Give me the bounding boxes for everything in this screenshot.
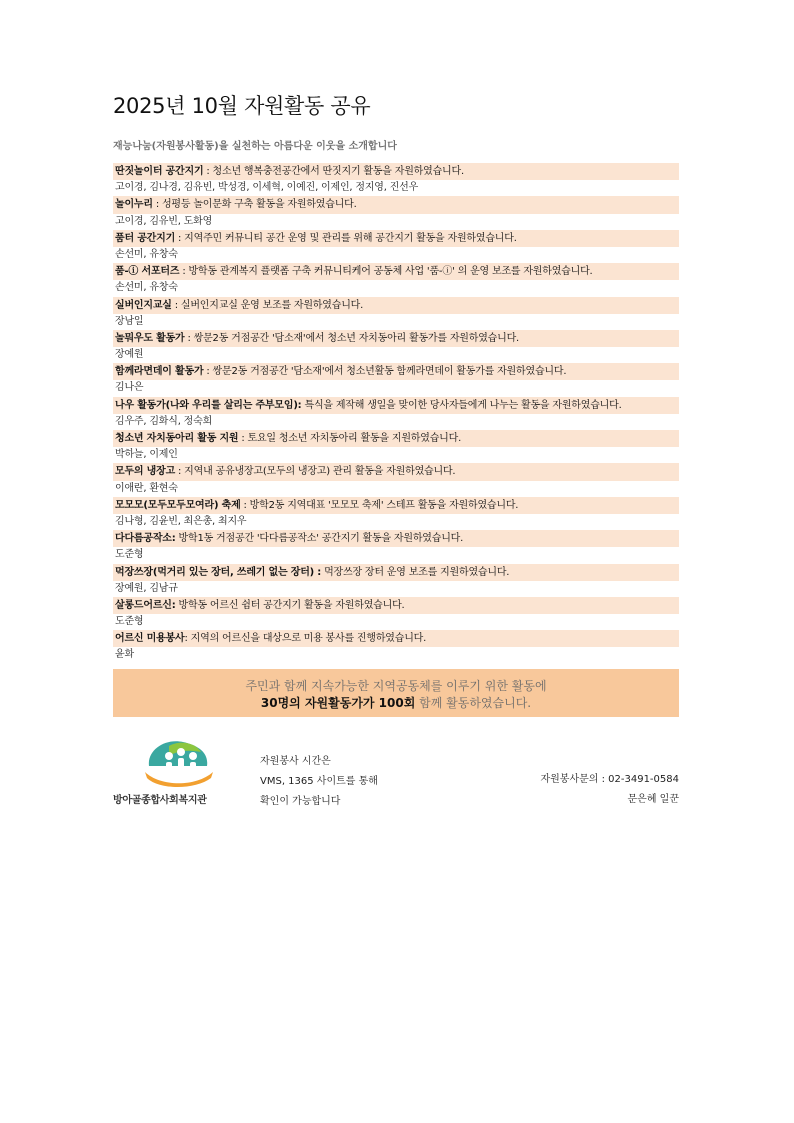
- activity-name: 모모모(모두모두모여라) 축제: [115, 499, 241, 511]
- activity-row: [113, 330, 679, 347]
- activity-volunteers: 고이경, 김나경, 김유빈, 박성경, 이세혁, 이예진, 이제인, 정지영, 진선우: [115, 182, 419, 194]
- activity-volunteers: 장예원: [115, 349, 144, 361]
- activity-row: [113, 497, 679, 514]
- activity-name: 어르신 미용봉사: [115, 633, 185, 645]
- activity-volunteers: 고이경, 김유빈, 도화영: [115, 215, 213, 227]
- activity-volunteers: 도준형: [115, 549, 144, 561]
- activity-description: : 실버인지교실 운영 보조를 자원하였습니다.: [171, 299, 364, 311]
- activity-row: [113, 630, 679, 647]
- contact-phone: 자원봉사문의 : 02-3491-0584: [540, 774, 679, 785]
- activity-volunteers: 이애란, 환현숙: [115, 482, 178, 494]
- activity-row: [113, 530, 679, 547]
- activity-name: 모두의 냉장고: [115, 466, 176, 478]
- activity-name: 나우 활동가(나와 우리를 살리는 주부모임):: [115, 399, 302, 411]
- activity-row: [113, 230, 679, 247]
- summary-highlight: 30명의 자원활동가가 100회: [260, 696, 416, 710]
- activity-description: : 쌍문2동 거점공간 '담소재'에서 청소년활동 함께라면데이 활동가를 자원하였습니다.: [203, 366, 567, 378]
- activity-name: 다다름공작소:: [115, 533, 176, 545]
- activity-volunteers: 손선미, 유창숙: [115, 248, 178, 260]
- info-line-1: 자원봉사 시간은: [260, 756, 331, 767]
- activity-name: 놀뭐우도 활동가: [115, 332, 185, 344]
- info-line-3: 확인이 가능합니다: [260, 796, 341, 807]
- activity-name: 딴짓놀이터 공간지기: [115, 166, 204, 177]
- activity-name: 청소년 자치동아리 활동 지원: [115, 433, 239, 444]
- activity-description: 방학동 어르신 쉼터 공간지기 활동을 자원하였습니다.: [175, 599, 405, 611]
- summary-line-1: 주민과 함께 지속가능한 지역공동체를 이루기 위한 활동에: [245, 679, 547, 693]
- activity-description: 특식을 제작해 생일을 맞이한 당사자들에게 나누는 활동을 자원하였습니다.: [301, 399, 622, 411]
- activity-name: 실버인지교실: [115, 299, 172, 311]
- contact-person: 문은혜 일꾼: [627, 794, 679, 805]
- activity-row: [113, 430, 679, 447]
- activity-row: [113, 297, 679, 314]
- activity-row: [113, 597, 679, 614]
- activity-row: [113, 163, 679, 180]
- activity-row: [113, 196, 679, 213]
- activity-list: [113, 163, 679, 664]
- activity-description: : 지역주민 커뮤니티 공간 운영 및 관리를 위해 공간지기 활동을 자원하였습니다.: [175, 232, 517, 244]
- activity-description: 방학1동 거점공간 '다다름공작소' 공간지기 활동을 자원하였습니다.: [175, 533, 464, 545]
- activity-row: [113, 463, 679, 480]
- activity-volunteers: 손선미, 유창숙: [115, 282, 178, 294]
- activity-volunteers: 김우주, 김화식, 정숙희: [115, 415, 213, 427]
- activity-name: 품-ⓘ 서포터즈: [115, 266, 180, 278]
- org-name: 방아골종합사회복지관: [113, 795, 207, 806]
- activity-description: : 쌍문2동 거점공간 '담소재'에서 청소년 자치동아리 활동가를 자원하였습니다.: [184, 332, 520, 344]
- activity-volunteers: 윤화: [115, 649, 134, 661]
- activity-row: [113, 397, 679, 414]
- community-people-logo-icon: [139, 736, 221, 788]
- activity-description: 먹장쓰장 장터 운영 보조를 지원하였습니다.: [321, 566, 510, 578]
- activity-description: : 지역내 공유냉장고(모두의 냉장고) 관리 활동을 자원하였습니다.: [175, 466, 456, 478]
- activity-description: : 방학2동 지역대표 '모모모 축제' 스테프 활동을 자원하였습니다.: [240, 499, 519, 511]
- activity-volunteers: 장예원, 김남규: [115, 582, 178, 594]
- activity-name: 살롱드어르신:: [115, 599, 176, 611]
- page-subtitle: 재능나눔(자원봉사활동)을 실천하는 아름다운 이웃을 소개합니다: [113, 141, 397, 152]
- activity-name: 놀이누리: [115, 199, 153, 211]
- activity-volunteers: 도준형: [115, 616, 144, 628]
- activity-description: : 토요일 청소년 자치동아리 활동을 지원하였습니다.: [238, 433, 462, 444]
- activity-row: [113, 564, 679, 581]
- activity-volunteers: 박하늘, 이제인: [115, 449, 178, 461]
- activity-volunteers: 김나은: [115, 382, 144, 394]
- activity-description: : 성평등 놀이문화 구축 활동을 자원하였습니다.: [152, 199, 357, 211]
- activity-name: 함께라면데이 활동가: [115, 366, 204, 378]
- activity-row: [113, 263, 679, 280]
- page-title: 2025년 10월 자원활동 공유: [113, 94, 371, 118]
- activity-volunteers: 김나형, 김윤빈, 최은총, 최지우: [115, 515, 247, 527]
- summary-line-2: [113, 694, 679, 711]
- activity-row: [113, 363, 679, 380]
- contact-info: [540, 770, 679, 810]
- activity-volunteers: 장남일: [115, 315, 144, 327]
- info-line-2: VMS, 1365 사이트를 통해: [260, 776, 378, 787]
- summary-line-2-rest: 함께 활동하였습니다.: [415, 696, 532, 710]
- activity-name: 품터 공간지기: [115, 232, 176, 244]
- activity-description: : 방학동 관계복지 플랫폼 구축 커뮤니티케어 공동체 사업 '품-ⓘ' 의 운영 보조를 자원하였습니다.: [179, 266, 593, 278]
- volunteer-hours-info: [260, 752, 378, 812]
- activity-description: : 지역의 어르신을 대상으로 미용 봉사를 진행하였습니다.: [184, 633, 427, 645]
- activity-description: : 청소년 행복충전공간에서 딴짓지기 활동을 자원하였습니다.: [203, 166, 464, 177]
- activity-name: 먹장쓰장(먹거리 있는 장터, 쓰레기 없는 장터) :: [115, 566, 322, 578]
- summary-box: [113, 669, 679, 717]
